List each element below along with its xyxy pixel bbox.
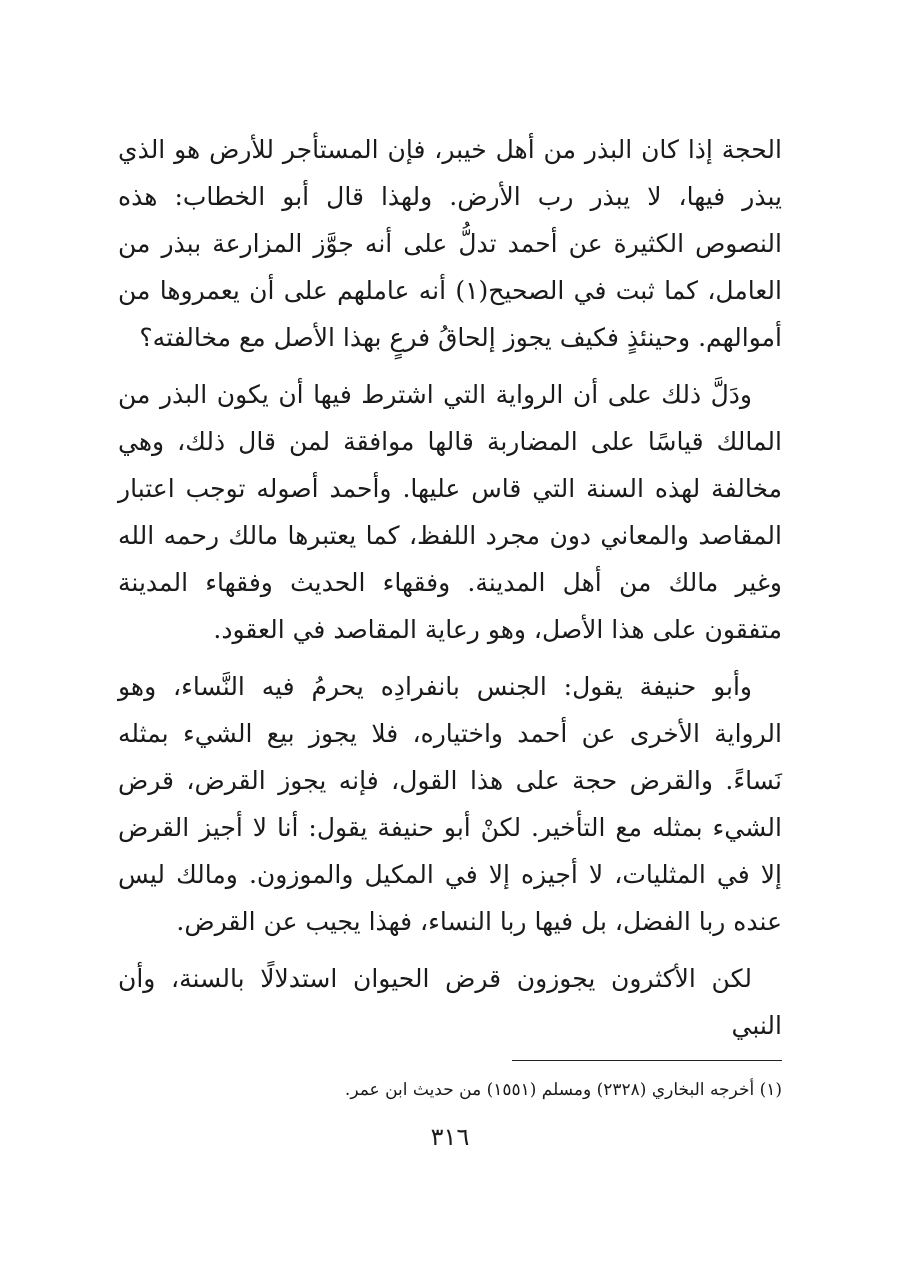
paragraph-3: وأبو حنيفة يقول: الجنس بانفرادِه يحرمُ فيه النَّساء، وهو الرواية الأخرى عن أحمد واختياره، فلا يجوز بيع الشيء بمثله نَساءً. والقرض حجة على هذا القول، فإنه يجوز القرض، قرض الشيء بمثله مع التأخير. لكنْ أبو حنيفة يقول: أنا لا أجيز القرض إلا في المثليات، لا أجيزه إلا في المكيل والموزون. ومالك ليس عنده ربا الفضل، بل فيها ربا النساء، فهذا يجيب عن القرض. bbox=[118, 672, 782, 936]
footnote: (١) أخرجه البخاري (٢٣٢٨) ومسلم (١٥٥١) من حديث ابن عمر. bbox=[344, 1080, 782, 1100]
paragraph-4: لكن الأكثرون يجوزون قرض الحيوان استدلالًا بالسنة، وأن النبي bbox=[118, 964, 782, 1040]
book-page bbox=[118, 126, 782, 1246]
paragraph-2: ودَلَّ ذلك على أن الرواية التي اشترط فيها أن يكون البذر من المالك قياسًا على المضاربة قالها موافقة لمن قال ذلك، وهي مخالفة لهذه السنة التي قاس عليها. وأحمد أصوله توجب اعتبار المقاصد والمعاني دون مجرد اللفظ، كما يعتبرها مالك رحمه الله وغير مالك من أهل المدينة. وفقهاء الحديث وفقهاء المدينة متفقون على هذا الأصل، وهو رعاية المقاصد في العقود. bbox=[118, 380, 782, 644]
footnote-divider bbox=[512, 1060, 782, 1061]
page-number: ٣١٦ bbox=[430, 1123, 470, 1151]
paragraph-1: الحجة إذا كان البذر من أهل خيبر، فإن المستأجر للأرض هو الذي يبذر فيها، لا يبذر رب الأرض. ولهذا قال أبو الخطاب: هذه النصوص الكثيرة عن أحمد تدلُّ على أنه جوَّز المزارعة ببذر من العامل، كما ثبت في الصحيح(١) أنه عاملهم على أن يعمروها من أموالهم. وحينئذٍ فكيف يجوز إلحاقُ فرعٍ بهذا الأصل مع مخالفته؟ bbox=[118, 135, 782, 352]
